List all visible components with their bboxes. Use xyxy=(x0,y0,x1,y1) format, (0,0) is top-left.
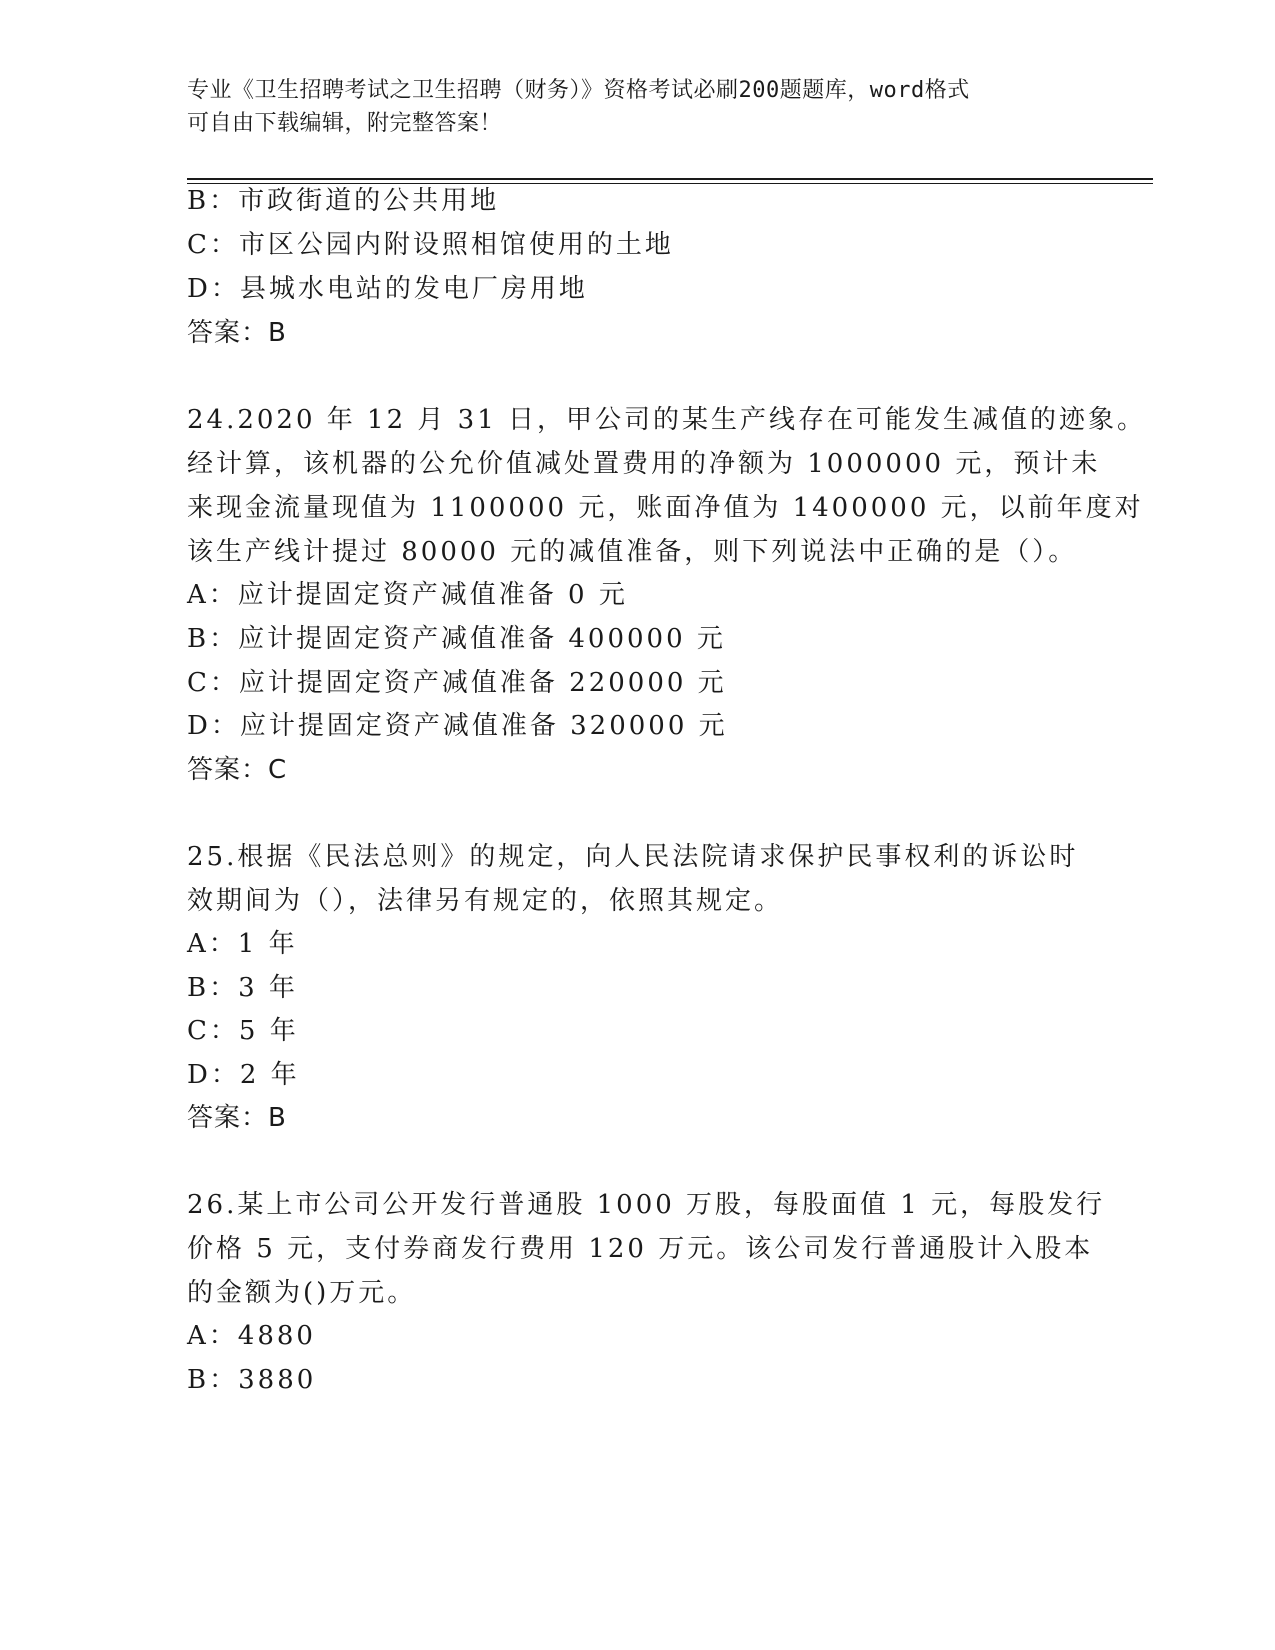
q25-answer: 答案：B xyxy=(187,1103,287,1133)
document-header xyxy=(187,74,1067,140)
q25-option-d: D：2 年 xyxy=(187,1060,300,1090)
header-line-2: 可自由下载编辑，附完整答案！ xyxy=(187,111,503,136)
q24-stem-line-1: 24.2020 年 12 月 31 日，甲公司的某生产线存在可能发生减值的迹象。 xyxy=(187,405,1147,435)
q24-option-b: B：应计提固定资产减值准备 400000 元 xyxy=(187,624,726,654)
q24-option-a: A：应计提固定资产减值准备 0 元 xyxy=(187,580,628,610)
header-line-1: 专业《卫生招聘考试之卫生招聘（财务）》资格考试必刷200题题库，word格式 xyxy=(187,78,970,103)
header-divider-thin xyxy=(187,183,1153,184)
header-divider-thick xyxy=(187,178,1153,180)
q23-answer: 答案：B xyxy=(187,318,287,348)
q26-stem-line-2: 价格 5 元，支付券商发行费用 120 万元。该公司发行普通股计入股本 xyxy=(187,1234,1094,1264)
q25-option-c: C：5 年 xyxy=(187,1016,299,1046)
q23-option-b: B：市政街道的公共用地 xyxy=(187,186,500,216)
q25-option-b: B：3 年 xyxy=(187,973,298,1003)
q24-option-d: D：应计提固定资产减值准备 320000 元 xyxy=(187,711,728,741)
q24-stem-line-4: 该生产线计提过 80000 元的减值准备，则下列说法中正确的是（）。 xyxy=(187,537,1078,567)
q23-option-d: D：县城水电站的发电厂房用地 xyxy=(187,274,588,304)
q24-stem-line-3: 来现金流量现值为 1100000 元，账面净值为 1400000 元，以前年度对 xyxy=(187,493,1144,523)
q24-answer: 答案：C xyxy=(187,755,288,785)
q24-option-c: C：应计提固定资产减值准备 220000 元 xyxy=(187,668,727,698)
q25-stem-line-2: 效期间为（），法律另有规定的，依照其规定。 xyxy=(187,886,784,916)
q25-option-a: A：1 年 xyxy=(187,929,298,959)
q26-stem-line-1: 26.某上市公司公开发行普通股 1000 万股，每股面值 1 元，每股发行 xyxy=(187,1190,1106,1220)
q26-option-a: A：4880 xyxy=(187,1321,316,1351)
q23-option-c: C：市区公园内附设照相馆使用的土地 xyxy=(187,230,674,260)
q26-stem-line-3: 的金额为()万元。 xyxy=(187,1278,417,1308)
q26-option-b: B：3880 xyxy=(187,1365,317,1395)
q24-stem-line-2: 经计算，该机器的公允价值减处置费用的净额为 1000000 元，预计未 xyxy=(187,449,1101,479)
q25-stem-line-1: 25.根据《民法总则》的规定，向人民法院请求保护民事权利的诉讼时 xyxy=(187,842,1079,872)
